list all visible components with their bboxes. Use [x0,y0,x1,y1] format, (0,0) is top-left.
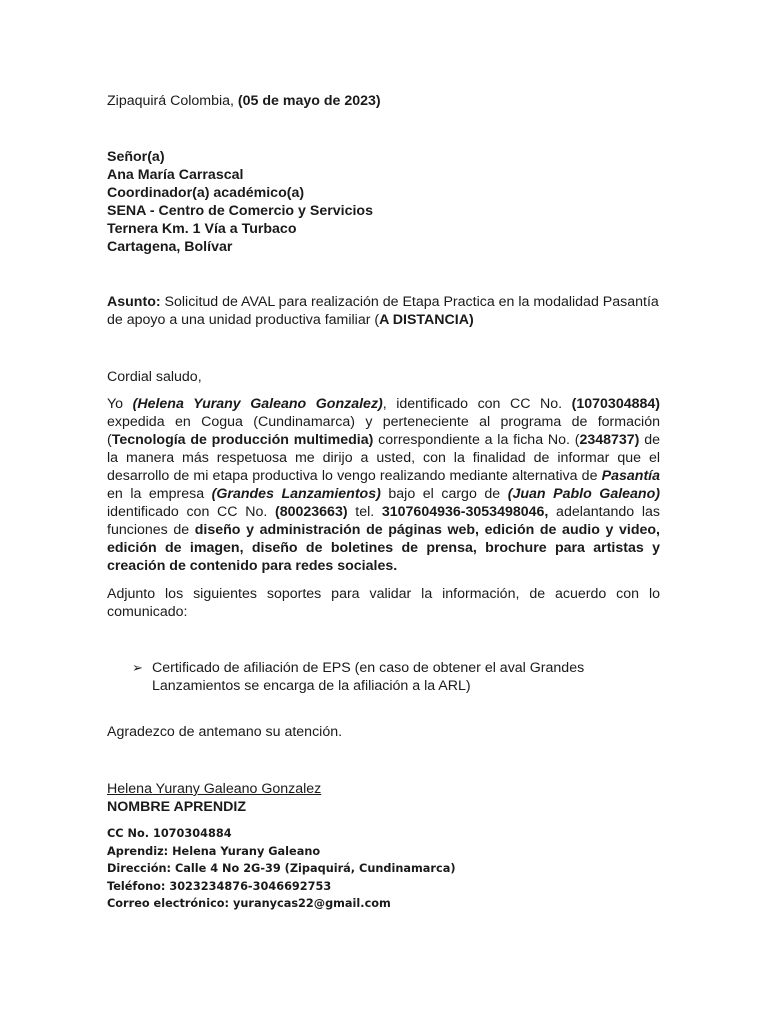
body-text: bajo el cargo de [380,486,508,502]
place-text: Zipaquirá Colombia, [107,93,238,109]
attachments-intro: Adjunto los siguientes soportes para validar la información, de acuerdo con lo comunicado: [107,586,660,620]
student-cc: (1070304884) [571,396,660,412]
body-text: , identificado con CC No. [382,396,572,412]
body-text: expedida en Cogua (Cundinamarca) y perteneciente al programa de formación ( [107,414,660,448]
body-text: identificado con CC No. [107,504,275,520]
date-line [107,92,660,110]
body-text: correspondiente a la ficha No. ( [373,432,580,448]
detail-apprentice: Aprendiz: Helena Yurany Galeano [107,844,321,858]
subject-modality: A DISTANCIA) [379,312,474,328]
supervisor-cc: (80023663) [274,504,348,520]
recipient-name: Ana María Carrascal [107,167,244,183]
body-text: tel. [347,504,382,520]
detail-email: Correo electrónico: yuranycas22@gmail.com [107,897,391,911]
recipient-address: Ternera Km. 1 Vía a Turbaco [107,221,297,237]
recipient-block [107,148,660,256]
body-text: Yo [107,396,133,412]
subject-label: Asunto: [107,294,161,310]
detail-phone: Teléfono: 3023234876-3046692753 [107,879,332,893]
subject-line [107,293,660,329]
recipient-organization: SENA - Centro de Comercio y Servicios [107,203,373,219]
body-paragraph [107,395,660,575]
arrow-bullet-icon: ➢ [132,660,143,675]
bullet-text: Certificado de afiliación de EPS (en caso de obtener el aval Grandes Lanzamientos se encarga de la afiliación a la ARL) [152,660,585,694]
recipient-city: Cartagena, Bolívar [107,239,233,255]
body-text: de la manera más respetuosa me dirijo a usted, con la finalidad de informar que el desarrollo de mi etapa productiva lo vengo realizando mediante alternativa de [107,432,660,484]
detail-cc: CC No. 1070304884 [107,827,232,840]
detail-address: Dirección: Calle 4 No 2G-39 (Zipaquirá, Cundinamarca) [107,862,456,876]
supervisor-phones: 3107604936-3053498046, [381,504,549,520]
signature-block [107,780,660,816]
list-item [132,659,660,695]
supervisor-name: (Juan Pablo Galeano) [507,486,660,502]
modality-text: Pasantía [601,468,660,484]
signature-role: NOMBRE APRENDIZ [107,799,246,815]
signature-name: Helena Yurany Galeano Gonzalez [107,781,322,797]
company-name: (Grandes Lanzamientos) [211,486,381,502]
program-name: Tecnología de producción multimedia) [111,432,374,448]
greeting: Cordial saludo, [107,369,202,385]
subject-text: Solicitud de AVAL para realización de Etapa Practica en la modalidad Pasantía de apoyo a una unidad productiva familiar ( [107,294,659,328]
student-name: (Helena Yurany Galeano Gonzalez) [132,396,383,412]
thanks-line: Agradezco de antemano su atención. [107,724,343,740]
functions-list: diseño y administración de páginas web, edición de audio y video, edición de imagen, diseño de boletines de prensa, brochure para artistas y creación de contenido para redes sociales. [107,522,660,574]
contact-details [107,825,660,913]
recipient-salutation: Señor(a) [107,149,165,165]
date-text: (05 de mayo de 2023) [237,93,381,109]
recipient-position: Coordinador(a) académico(a) [107,185,305,201]
ficha-number: 2348737) [579,432,640,448]
body-text: adelantando las funciones de [107,504,660,538]
body-text: en la empresa [107,486,212,502]
